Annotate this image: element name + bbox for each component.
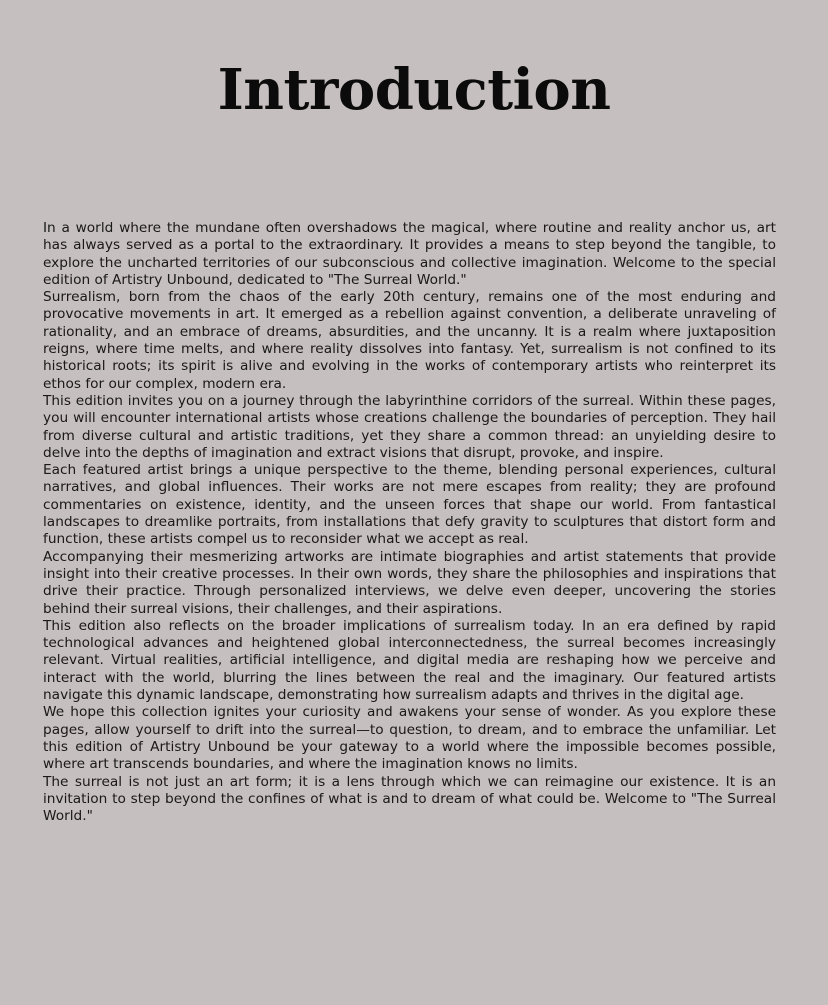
paragraph: In a world where the mundane often overshadows the magical, where routine and reality anchor us, art has always served as a portal to the extraordinary. It provides a means to step beyond the tangible, to explore the uncharted territories of our subconscious and collective imagination. Welcome to the special edition of Artistry Unbound, dedicated to "The Surreal World." xyxy=(43,220,776,288)
body-text xyxy=(43,220,776,825)
paragraph: Each featured artist brings a unique perspective to the theme, blending personal experiences, cultural narratives, and global influences. Their works are not mere escapes from reality; they are profound commentaries on existence, identity, and the unseen forces that shape our world. From fantastical landscapes to dreamlike portraits, from installations that defy gravity to sculptures that distort form and function, these artists compel us to reconsider what we accept as real. xyxy=(43,462,776,548)
paragraph: Accompanying their mesmerizing artworks are intimate biographies and artist statements that provide insight into their creative processes. In their own words, they share the philosophies and inspirations that drive their practice. Through personalized interviews, we delve even deeper, uncovering the stories behind their surreal visions, their challenges, and their aspirations. xyxy=(43,548,776,617)
paragraph: This edition also reflects on the broader implications of surrealism today. In an era defined by rapid technological advances and heightened global interconnectedness, the surreal becomes increasingly relevant. Virtual realities, artificial intelligence, and digital media are reshaping how we perceive and interact with the world, blurring the lines between the real and the imaginary. Our featured artists navigate this dynamic landscape, demonstrating how surrealism adapts and thrives in the digital age. xyxy=(43,617,776,704)
paragraph: We hope this collection ignites your curiosity and awakens your sense of wonder. As you explore these pages, allow yourself to drift into the surreal—to question, to dream, and to embrace the unfamiliar. Let this edition of Artistry Unbound be your gateway to a world where the impossible becomes possible, where art transcends boundaries, and where the imagination knows no limits. xyxy=(43,704,776,773)
paragraph: The surreal is not just an art form; it is a lens through which we can reimagine our existence. It is an invitation to step beyond the confines of what is and to dream of what could be. Welcome to "The Surreal World." xyxy=(43,773,776,825)
paragraph: This edition invites you on a journey through the labyrinthine corridors of the surreal. Within these pages, you will encounter international artists whose creations challenge the boundaries of perception. They hail from diverse cultural and artistic traditions, yet they share a common thread: an unyielding desire to delve into the depths of imagination and extract visions that disrupt, provoke, and inspire. xyxy=(43,392,776,461)
page-title: Introduction xyxy=(217,57,611,123)
paragraph: Surrealism, born from the chaos of the early 20th century, remains one of the most enduring and provocative movements in art. It emerged as a rebellion against convention, a deliberate unraveling of rationality, and an embrace of dreams, absurdities, and the uncanny. It is a realm where juxtaposition reigns, where time melts, and where reality dissolves into fantasy. Yet, surrealism is not confined to its historical roots; its spirit is alive and evolving in the works of contemporary artists who reinterpret its ethos for our complex, modern era. xyxy=(43,289,776,392)
